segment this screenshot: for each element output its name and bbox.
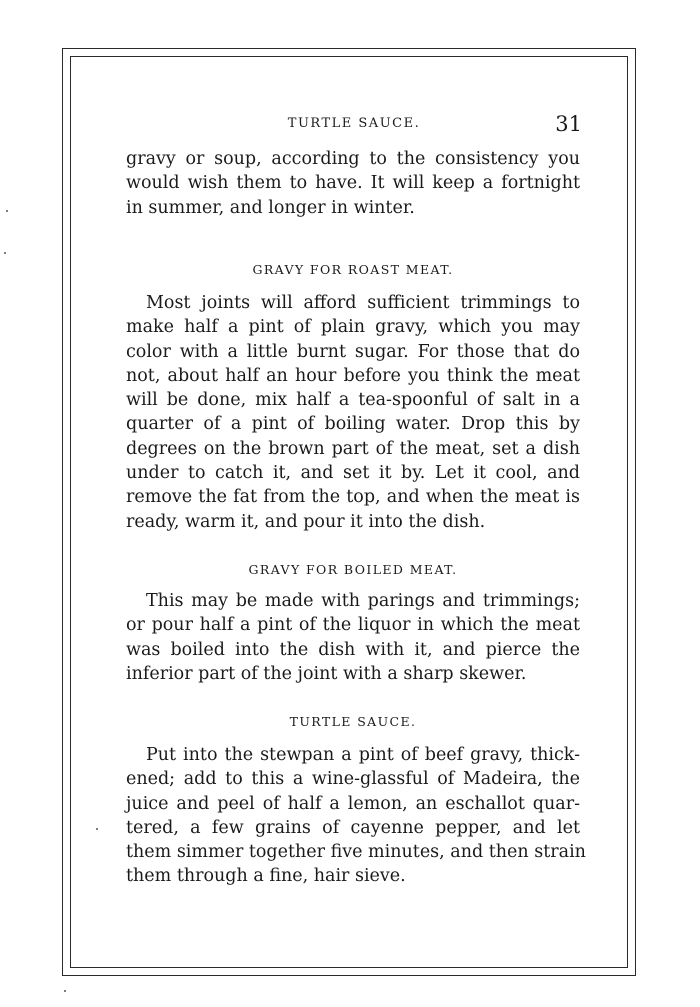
- continuation-paragraph: [126, 147, 580, 220]
- text-line: This may be made with parings and trimmings;: [146, 591, 580, 611]
- text-line: remove the fat from the top, and when the meat is: [126, 487, 580, 508]
- section-heading-turtle: TURTLE SAUCE.: [289, 714, 417, 729]
- text-line: quarter of a pint of boiling water. Drop this by: [126, 414, 580, 435]
- text-line: gravy or soup, according to the consistency you: [126, 149, 580, 169]
- text-line: degrees on the brown part of the meat, set a dish: [126, 438, 580, 459]
- text-line: them simmer together five minutes, and then strain: [126, 842, 586, 863]
- text-line: juice and peel of half a lemon, an eschallot quar-: [126, 793, 580, 814]
- text-line: Put into the stewpan a pint of beef gravy, thick-: [146, 745, 580, 765]
- text-line: ened; add to this a wine-glassful of Madeira, the: [126, 769, 580, 790]
- text-line: color with a little burnt sugar. For those that do: [126, 341, 580, 362]
- text-line: them through a fine, hair sieve.: [126, 866, 406, 887]
- text-line: will be done, mix half a tea-spoonful of salt in a: [126, 390, 580, 411]
- running-head: [126, 112, 582, 136]
- section-heading-boiled: GRAVY FOR BOILED MEAT.: [248, 562, 458, 577]
- text-line: Most joints will afford sufficient trimmings to: [146, 293, 580, 313]
- page-number: 31: [555, 112, 582, 136]
- text-line: or pour half a pint of the liquor in which the meat: [126, 615, 580, 636]
- text-line: under to catch it, and set it by. Let it cool, and: [126, 463, 580, 484]
- paragraph-roast: [126, 291, 580, 534]
- print-speck: [96, 828, 98, 830]
- paragraph-boiled: [126, 589, 580, 686]
- text-line: in summer, and longer in winter.: [126, 197, 415, 218]
- text-line: make half a pint of plain gravy, which you may: [126, 317, 580, 338]
- print-speck: [6, 210, 8, 212]
- text-line: inferior part of the joint with a sharp skewer.: [126, 663, 527, 684]
- paragraph-turtle: [126, 743, 586, 889]
- text-line: was boiled into the dish with it, and pierce the: [126, 639, 580, 660]
- text-line: would wish them to have. It will keep a fortnight: [126, 173, 580, 194]
- print-speck: [4, 252, 6, 254]
- text-line: ready, warm it, and pour it into the dish.: [126, 511, 486, 532]
- running-title: TURTLE SAUCE.: [287, 116, 421, 131]
- text-line: not, about half an hour before you think the meat: [126, 365, 580, 386]
- print-speck: [64, 990, 66, 992]
- text-line: tered, a few grains of cayenne pepper, and let: [126, 817, 580, 838]
- section-heading-roast: GRAVY FOR ROAST MEAT.: [252, 262, 454, 277]
